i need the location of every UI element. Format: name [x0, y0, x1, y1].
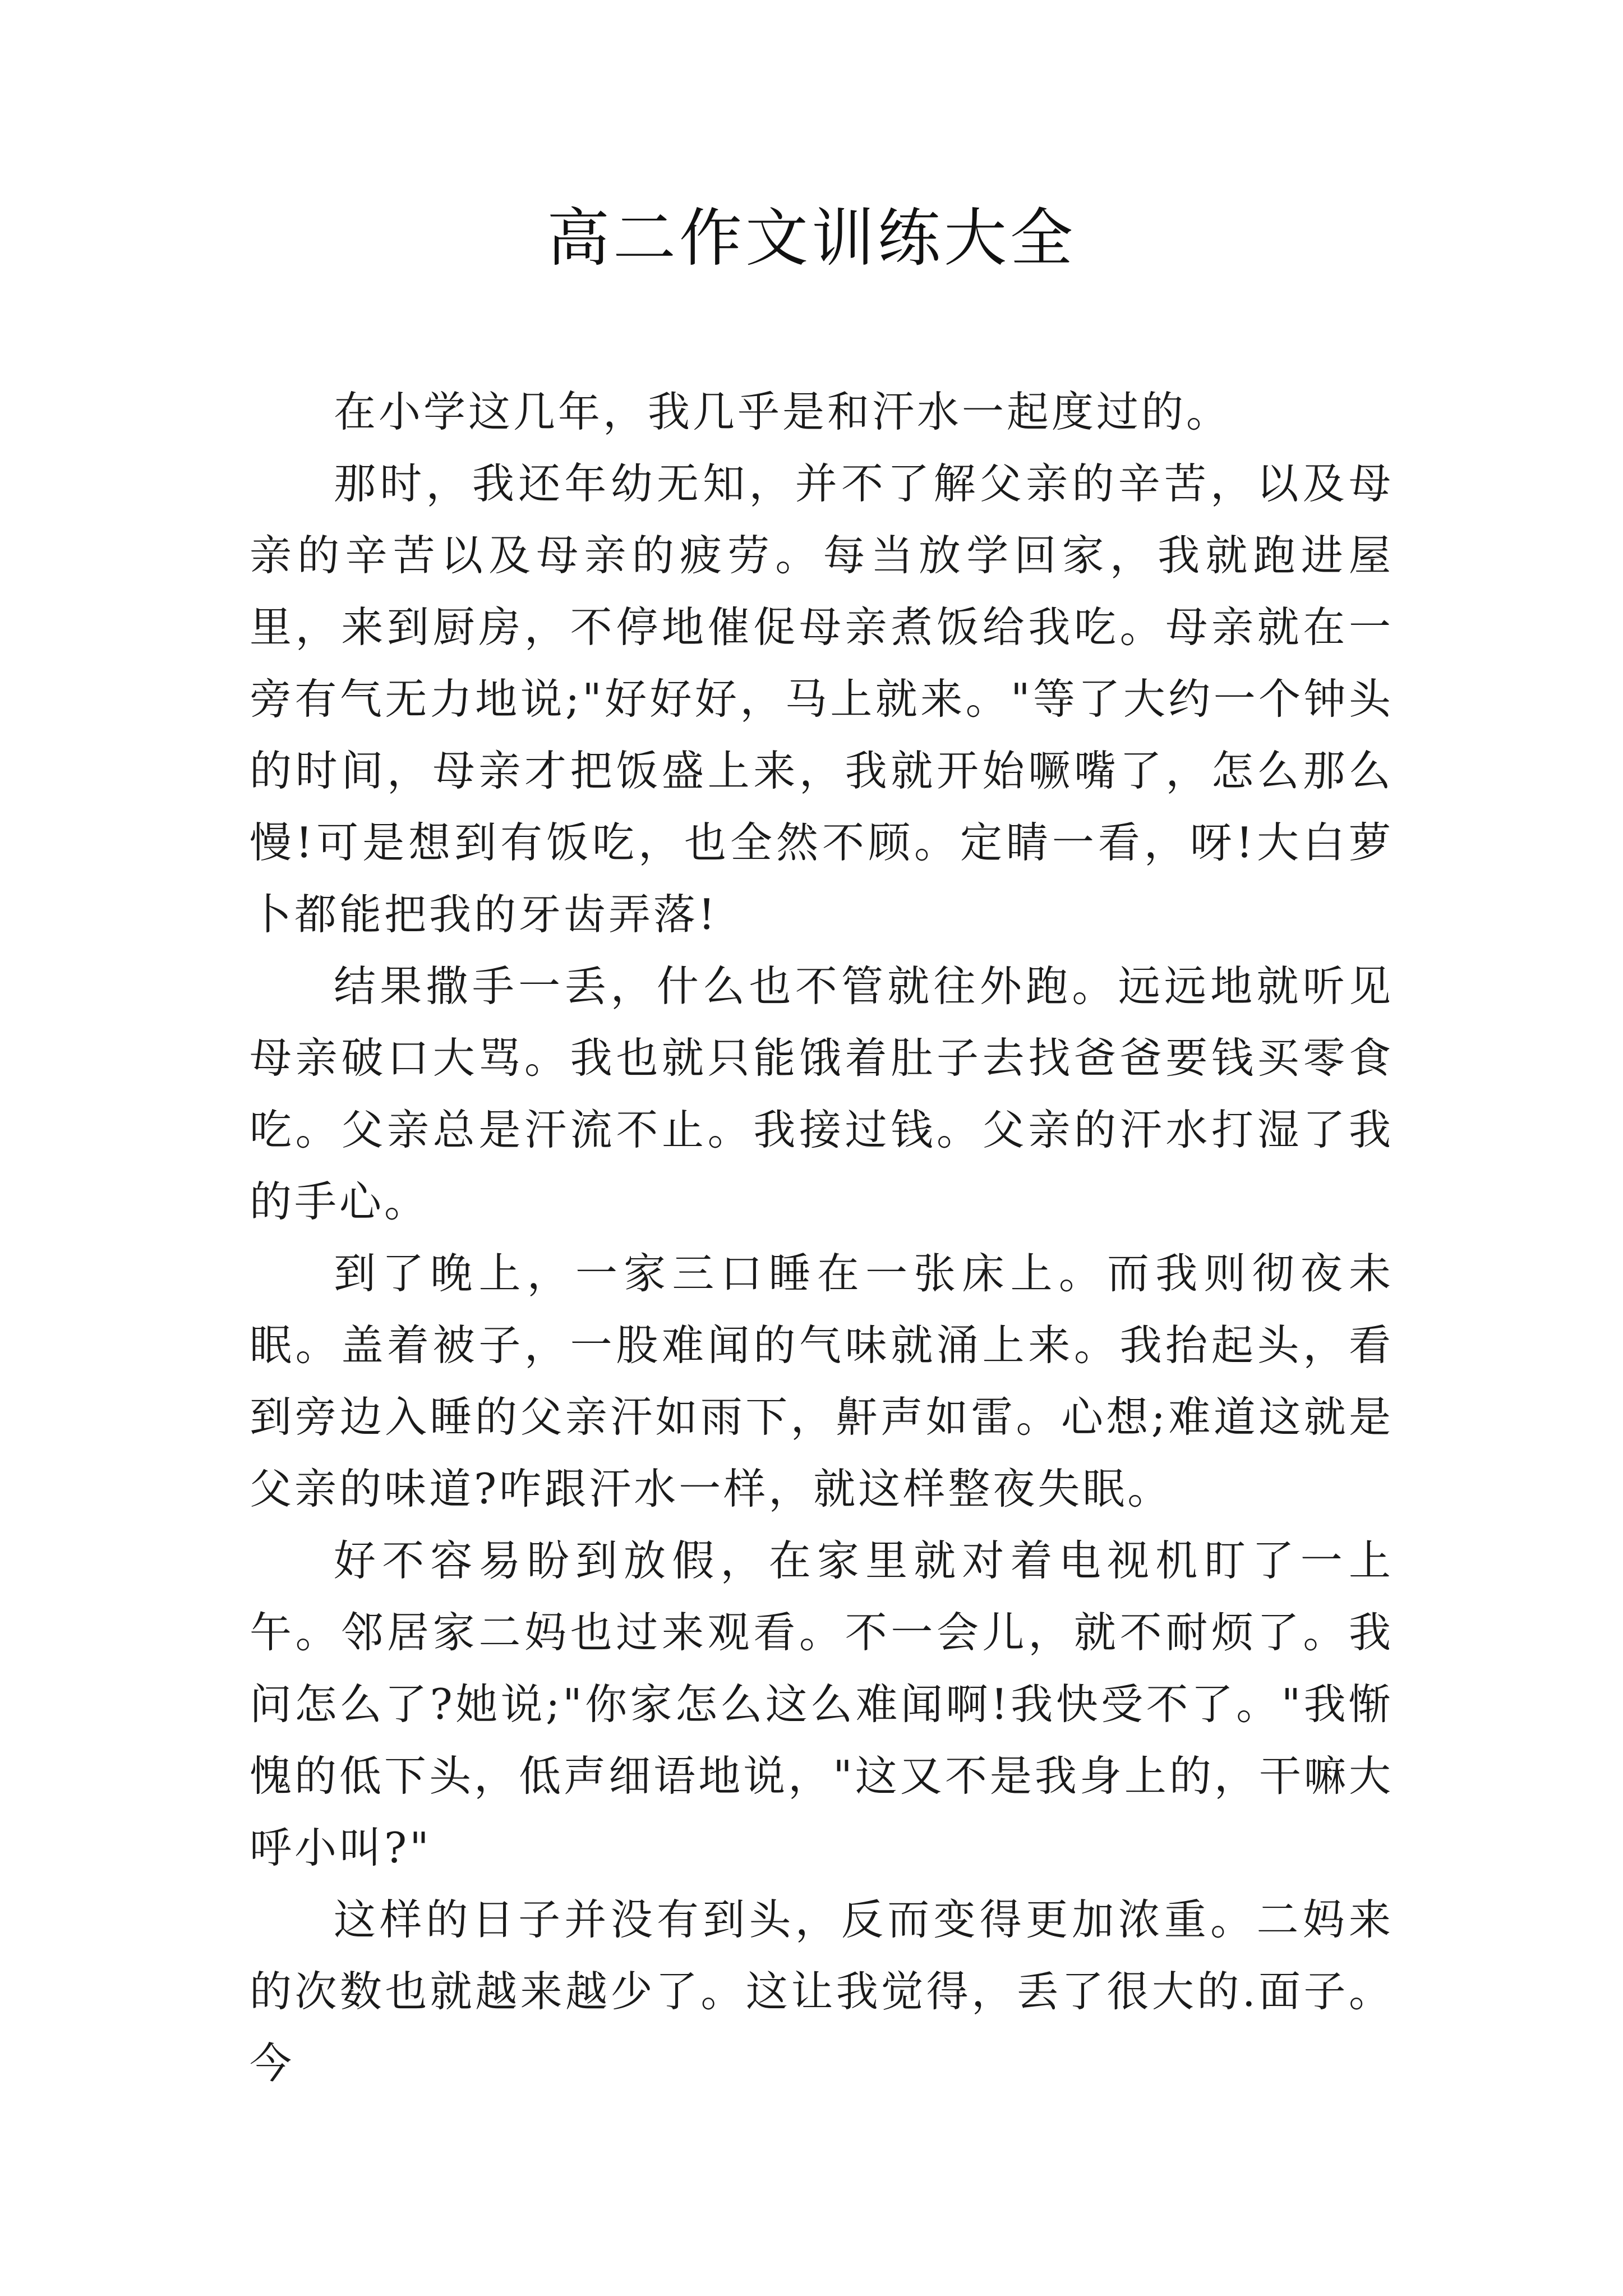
- paragraph: 结果撒手一丢，什么也不管就往外跑。远远地就听见母亲破口大骂。我也就只能饿着肚子去找爸爸要钱买零食吃。父亲总是汗流不止。我接过钱。父亲的汗水打湿了我的手心。: [250, 961, 1394, 1226]
- paragraph: 好不容易盼到放假，在家里就对着电视机盯了一上午。邻居家二妈也过来观看。不一会儿，就不耐烦了。我问怎么了?她说;"你家怎么这么难闻啊!我快受不了。"我惭愧的低下头，低声细语地说，"这又不是我身上的，干嘛大呼小叫?": [250, 1536, 1394, 1872]
- paragraph: 在小学这几年，我几乎是和汗水一起度过的。: [334, 387, 1232, 436]
- paragraph: 这样的日子并没有到头，反而变得更加浓重。二妈来的次数也就越来越少了。这让我觉得，丢了很大的.面子。今: [250, 1895, 1394, 2088]
- paragraph: 那时，我还年幼无知，并不了解父亲的辛苦，以及母亲的辛苦以及母亲的疲劳。每当放学回家，我就跑进屋里，来到厨房，不停地催促母亲煮饭给我吃。母亲就在一旁有气无力地说;"好好好，马上就来。"等了大约一个钟头的时间，母亲才把饭盛上来，我就开始噘嘴了，怎么那么慢!可是想到有饭吃，也全然不顾。定睛一看，呀!大白萝卜都能把我的牙齿弄落!: [250, 459, 1394, 939]
- paragraph: 到了晚上，一家三口睡在一张床上。而我则彻夜未眠。盖着被子，一股难闻的气味就涌上来。我抬起头，看到旁边入睡的父亲汗如雨下，鼾声如雷。心想;难道这就是父亲的味道?咋跟汗水一样，就这样整夜失眠。: [250, 1249, 1394, 1513]
- document-title: 高二作文训练大全: [547, 202, 1076, 275]
- document-body: [250, 376, 1394, 2099]
